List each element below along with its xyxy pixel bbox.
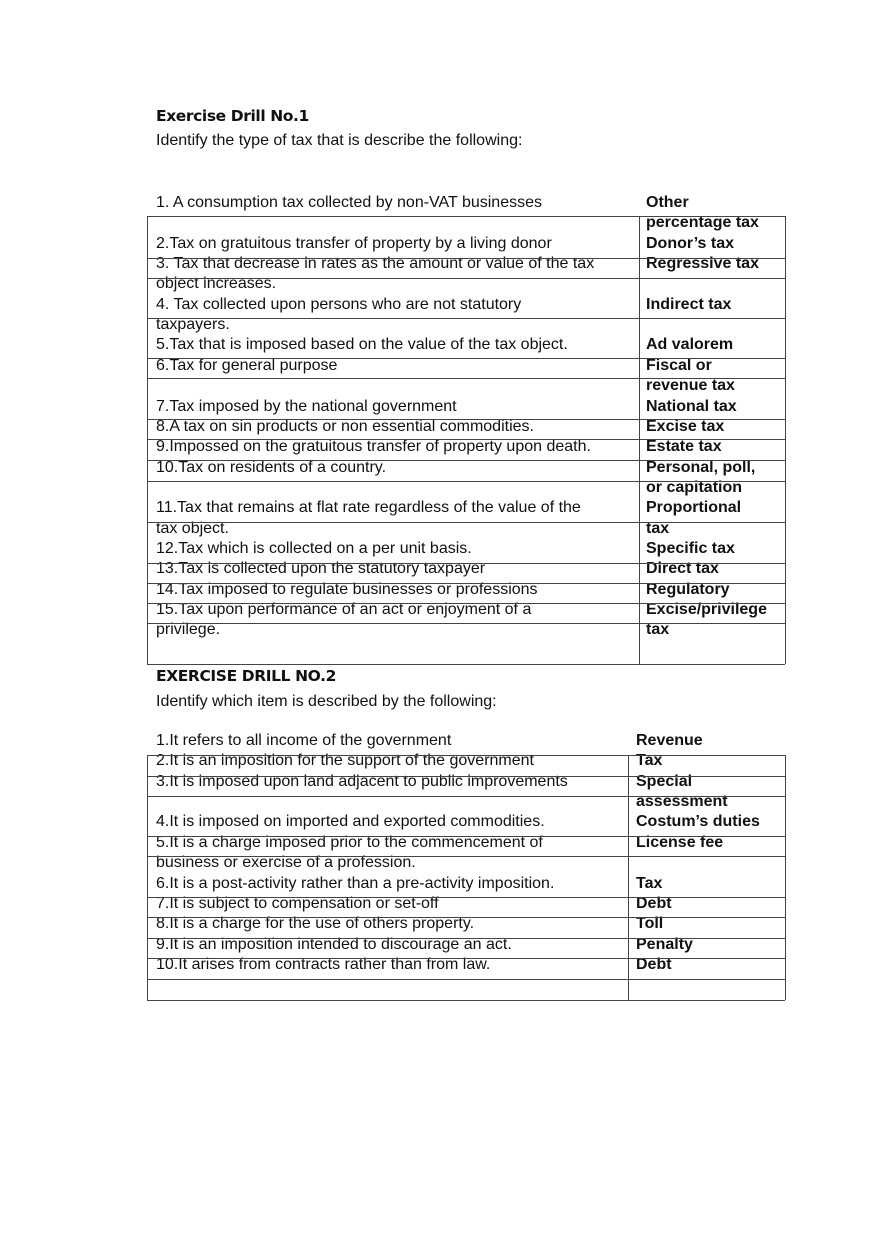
answer-line: Regulatory	[646, 580, 730, 598]
table-rule	[147, 776, 785, 777]
answer-line: Personal, poll,	[646, 458, 756, 476]
question-line: 6.It is a post-activity rather than a pre-activity imposition.	[156, 874, 555, 892]
table-rule	[147, 664, 785, 665]
answer-line: Indirect tax	[646, 295, 732, 313]
drill1-instruction: Identify the type of tax that is describe the following:	[156, 132, 523, 149]
answer-line: Special	[636, 772, 693, 790]
table-rule	[147, 979, 785, 980]
table-rule	[147, 856, 785, 857]
table-rule	[147, 796, 785, 797]
question-line: 4. Tax collected upon persons who are not statutory	[156, 295, 522, 313]
answer-line: Estate tax	[646, 438, 722, 456]
question-line: 7.Tax imposed by the national government	[156, 397, 457, 415]
answer-line: percentage tax	[646, 214, 759, 232]
table-rule	[147, 378, 785, 379]
question-line: 9.Impossed on the gratuitous transfer of property upon death.	[156, 438, 591, 456]
answer-line: Direct tax	[646, 560, 719, 578]
answer-line: Fiscal or	[646, 356, 712, 374]
question-line: 5.It is a charge imposed prior to the commencement of	[156, 833, 543, 851]
answer-line: Tax	[636, 874, 663, 892]
question-line: 14.Tax imposed to regulate businesses or professions	[156, 580, 538, 598]
table-rule	[147, 603, 785, 604]
answer-line: Donor’s tax	[646, 234, 735, 252]
question-line: 1.It refers to all income of the government	[156, 732, 452, 749]
answer-line: Proportional	[646, 499, 742, 517]
table-rule	[147, 481, 785, 482]
table-rule	[147, 278, 785, 279]
question-line: 7.It is subject to compensation or set-off	[156, 894, 439, 912]
table-rule	[147, 419, 785, 420]
answer-line: Ad valorem	[646, 336, 734, 354]
question-line: 2.Tax on gratuitous transfer of property by a living donor	[156, 234, 552, 252]
answer-line: or capitation	[646, 478, 743, 496]
table-column-border	[147, 755, 148, 1000]
answer-line: Specific tax	[646, 539, 735, 557]
answer-line: Tax	[636, 752, 663, 770]
table-rule	[147, 958, 785, 959]
question-line: 8.It is a charge for the use of others property.	[156, 915, 475, 933]
answer-line: Other	[646, 194, 689, 211]
table-rule	[147, 897, 785, 898]
question-line: 10.It arises from contracts rather than from law.	[156, 955, 491, 973]
question-line: 3.It is imposed upon land adjacent to public improvements	[156, 772, 568, 790]
drill1-title: Exercise Drill No.1	[156, 107, 309, 125]
table-column-border	[628, 755, 629, 1000]
answer-line: Debt	[636, 894, 672, 912]
question-line: 1. A consumption tax collected by non-VAT businesses	[156, 194, 542, 211]
table-rule	[147, 258, 785, 259]
table-column-border	[785, 216, 786, 664]
answer-line: revenue tax	[646, 377, 735, 395]
question-line: privilege.	[156, 621, 221, 639]
table-rule	[147, 917, 785, 918]
table-rule	[147, 563, 785, 564]
question-line: 5.Tax that is imposed based on the value of the tax object.	[156, 336, 568, 354]
drill2-title: EXERCISE DRILL NO.2	[156, 667, 336, 685]
table-rule	[147, 1000, 785, 1001]
question-line: 8.A tax on sin products or non essential commodities.	[156, 417, 534, 435]
table-rule	[147, 583, 785, 584]
question-line: 10.Tax on residents of a country.	[156, 458, 387, 476]
question-line: business or exercise of a profession.	[156, 854, 416, 872]
answer-line: License fee	[636, 833, 724, 851]
question-line: 15.Tax upon performance of an act or enjoyment of a	[156, 601, 532, 618]
answer-line: tax	[646, 519, 670, 537]
question-line: 9.It is an imposition intended to discourage an act.	[156, 935, 512, 953]
table-rule	[147, 836, 785, 837]
table-rule	[147, 460, 785, 461]
question-line: tax object.	[156, 519, 229, 537]
answer-line: Toll	[636, 915, 664, 933]
table-rule	[147, 755, 785, 756]
table-rule	[147, 439, 785, 440]
question-line: object increases.	[156, 275, 277, 293]
answer-line: Costum’s duties	[636, 813, 760, 831]
answer-line: Excise/privilege	[646, 601, 767, 618]
answer-line: assessment	[636, 793, 728, 811]
table-rule	[147, 318, 785, 319]
answer-line: Excise tax	[646, 417, 725, 435]
table-column-border	[785, 755, 786, 1000]
table-column-border	[639, 216, 640, 664]
answer-line: Penalty	[636, 935, 693, 953]
table-rule	[147, 358, 785, 359]
table-rule	[147, 216, 785, 217]
drill2-instruction: Identify which item is described by the following:	[156, 693, 497, 710]
question-line: 4.It is imposed on imported and exported commodities.	[156, 813, 545, 831]
table-rule	[147, 623, 785, 624]
question-line: 13.Tax is collected upon the statutory taxpayer	[156, 560, 486, 578]
answer-line: Debt	[636, 955, 672, 973]
answer-line: Regressive tax	[646, 255, 759, 273]
table-rule	[147, 938, 785, 939]
table-column-border	[147, 216, 148, 664]
question-line: 11.Tax that remains at flat rate regardless of the value of the	[156, 499, 581, 517]
question-line: taxpayers.	[156, 316, 230, 334]
answer-line: National tax	[646, 397, 737, 415]
question-line: 6.Tax for general purpose	[156, 356, 338, 374]
question-line: 2.It is an imposition for the support of the government	[156, 752, 534, 770]
question-line: 3. Tax that decrease in rates as the amount or value of the tax	[156, 255, 595, 273]
question-line: 12.Tax which is collected on a per unit basis.	[156, 539, 472, 557]
table-rule	[147, 522, 785, 523]
answer-line: Revenue	[636, 732, 703, 749]
answer-line: tax	[646, 621, 670, 639]
